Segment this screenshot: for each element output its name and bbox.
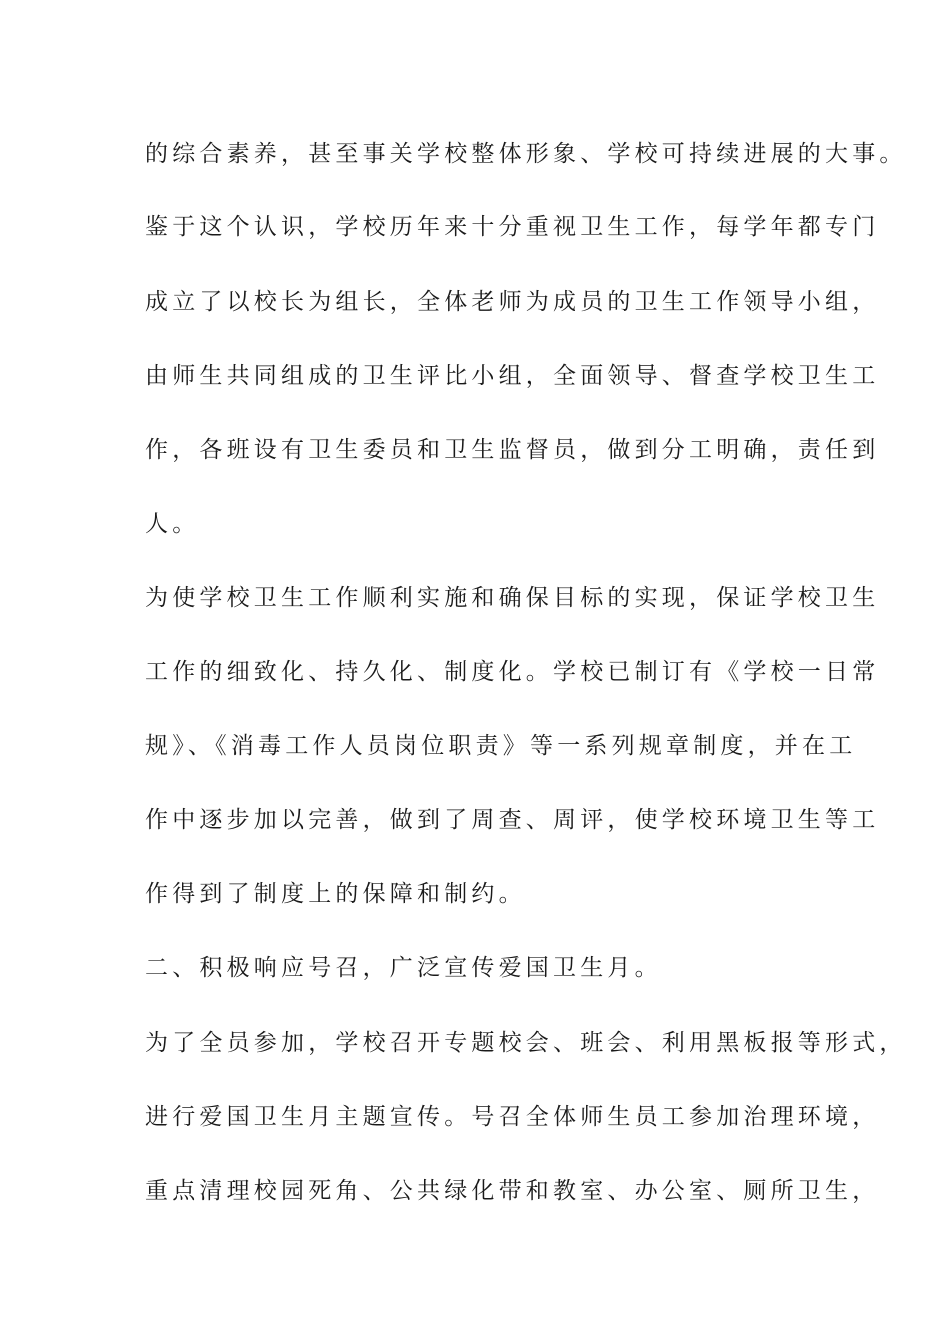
text-line-7: 为使学校卫生工作顺利实施和确保目标的实现，保证学校卫生 [145, 585, 880, 611]
text-line-11: 作得到了制度上的保障和制约。 [145, 881, 526, 907]
text-line-5: 作，各班设有卫生委员和卫生监督员，做到分工明确，责任到 [145, 437, 880, 463]
text-line-6: 人。 [145, 511, 200, 537]
text-line-14: 进行爱国卫生月主题宣传。号召全体师生员工参加治理环境， [145, 1104, 880, 1130]
text-line-3: 成立了以校长为组长，全体老师为成员的卫生工作领导小组， [145, 289, 880, 315]
text-line-2: 鉴于这个认识，学校历年来十分重视卫生工作，每学年都专门 [145, 214, 880, 240]
text-line-8: 工作的细致化、持久化、制度化。学校已制订有《学校一日常 [145, 659, 880, 685]
text-line-15: 重点清理校园死角、公共绿化带和教室、办公室、厕所卫生， [145, 1178, 880, 1204]
text-line-10: 作中逐步加以完善，做到了周查、周评，使学校环境卫生等工 [145, 807, 880, 833]
text-line-9: 规》、《消毒工作人员岗位职责》等一系列规章制度，并在工 [145, 733, 857, 759]
text-line-1: 的综合素养，甚至事关学校整体形象、学校可持续进展的大事。 [145, 141, 907, 167]
text-line-4: 由师生共同组成的卫生评比小组，全面领导、督查学校卫生工 [145, 363, 880, 389]
section-heading: 二、积极响应号召，广泛宣传爱国卫生月。 [145, 955, 662, 981]
text-line-13: 为了全员参加，学校召开专题校会、班会、利用黑板报等形式， [145, 1030, 907, 1056]
